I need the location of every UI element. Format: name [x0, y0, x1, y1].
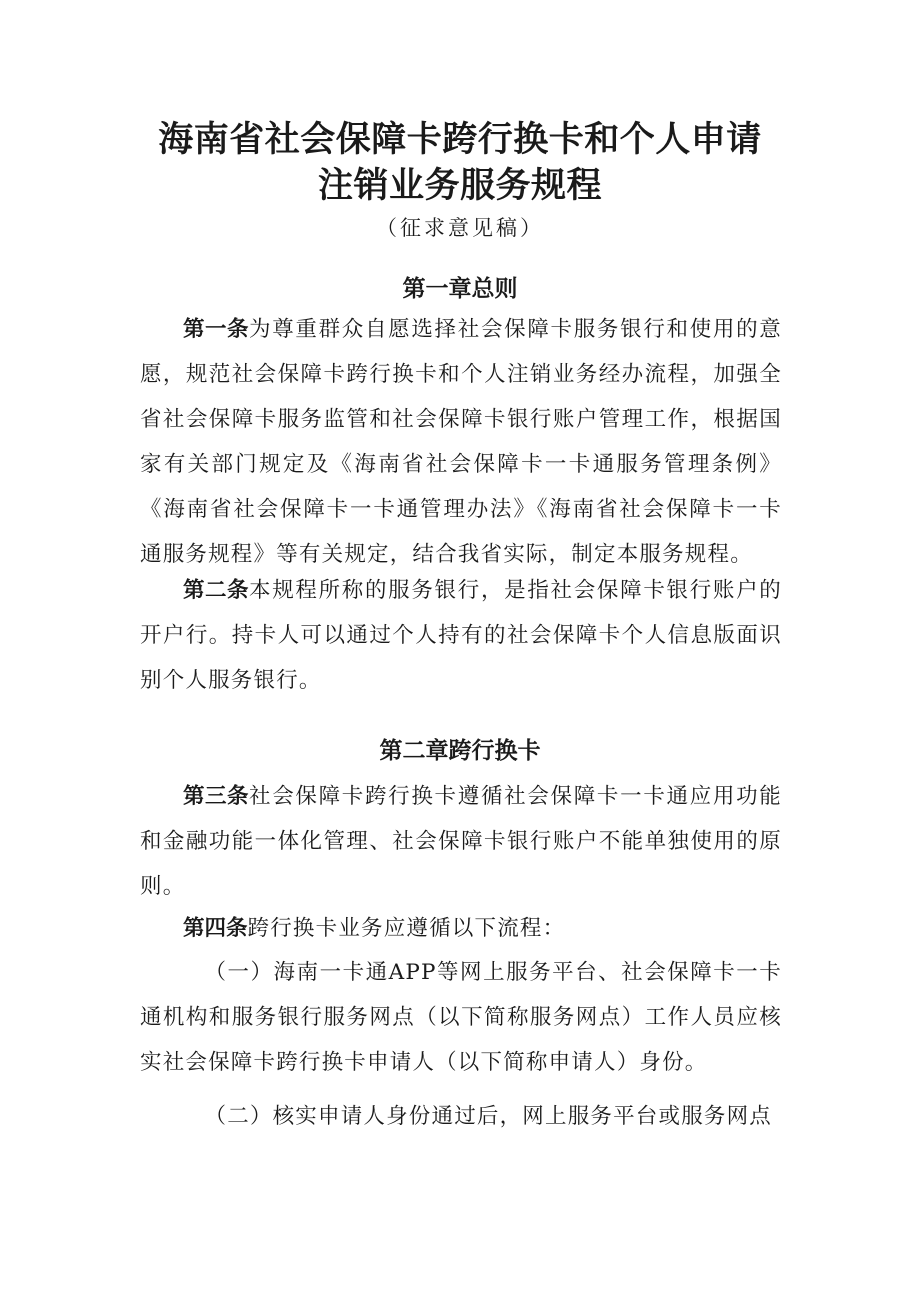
- article-text: 跨行换卡业务应遵循以下流程：: [247, 916, 566, 941]
- article-3: [140, 774, 782, 909]
- document-subtitle: （征求意见稿）: [376, 216, 544, 240]
- article-2: [140, 568, 782, 703]
- article-text: 为尊重群众自愿选择社会保障卡服务银行和使用的意愿，规范社会保障卡跨行换卡和个人注销业务经办流程，加强全省社会保障卡服务监管和社会保障卡银行账户管理工作，根据国家有关部门规定及《海南省社会保障卡一卡通服务管理条例》《海南省社会保障卡一卡通管理办法》《海南省社会保障卡一卡通服务规程》等有关规定，结合我省实际，制定本服务规程。: [140, 317, 782, 567]
- article-label: 第三条: [183, 784, 249, 809]
- article-text: 本规程所称的服务银行，是指社会保障卡银行账户的开户行。持卡人可以通过个人持有的社会保障卡个人信息版面识别个人服务银行。: [140, 578, 782, 693]
- document-title-line1: 海南省社会保障卡跨行换卡和个人申请: [158, 120, 762, 160]
- article-label: 第二条: [183, 578, 249, 603]
- list-item-2: （二）核实申请人身份通过后，网上服务平台或服务网点: [204, 1104, 773, 1129]
- chapter-heading-1: 第一章总则: [402, 276, 518, 302]
- article-text: 社会保障卡跨行换卡遵循社会保障卡一卡通应用功能和金融功能一体化管理、社会保障卡银行账户不能单独使用的原则。: [140, 784, 782, 899]
- article-4: [140, 906, 782, 951]
- article-1: [140, 307, 782, 577]
- chapter-heading-2: 第二章跨行换卡: [379, 738, 541, 764]
- article-label: 第一条: [183, 317, 249, 342]
- document-title-line2: 注销业务服务规程: [317, 166, 602, 206]
- list-item-1: （一）海南一卡通APP等网上服务平台、社会保障卡一卡通机构和服务银行服务网点（以下简称服务网点）工作人员应核实社会保障卡跨行换卡申请人（以下简称申请人）身份。: [140, 960, 782, 1075]
- article-label: 第四条: [183, 916, 248, 941]
